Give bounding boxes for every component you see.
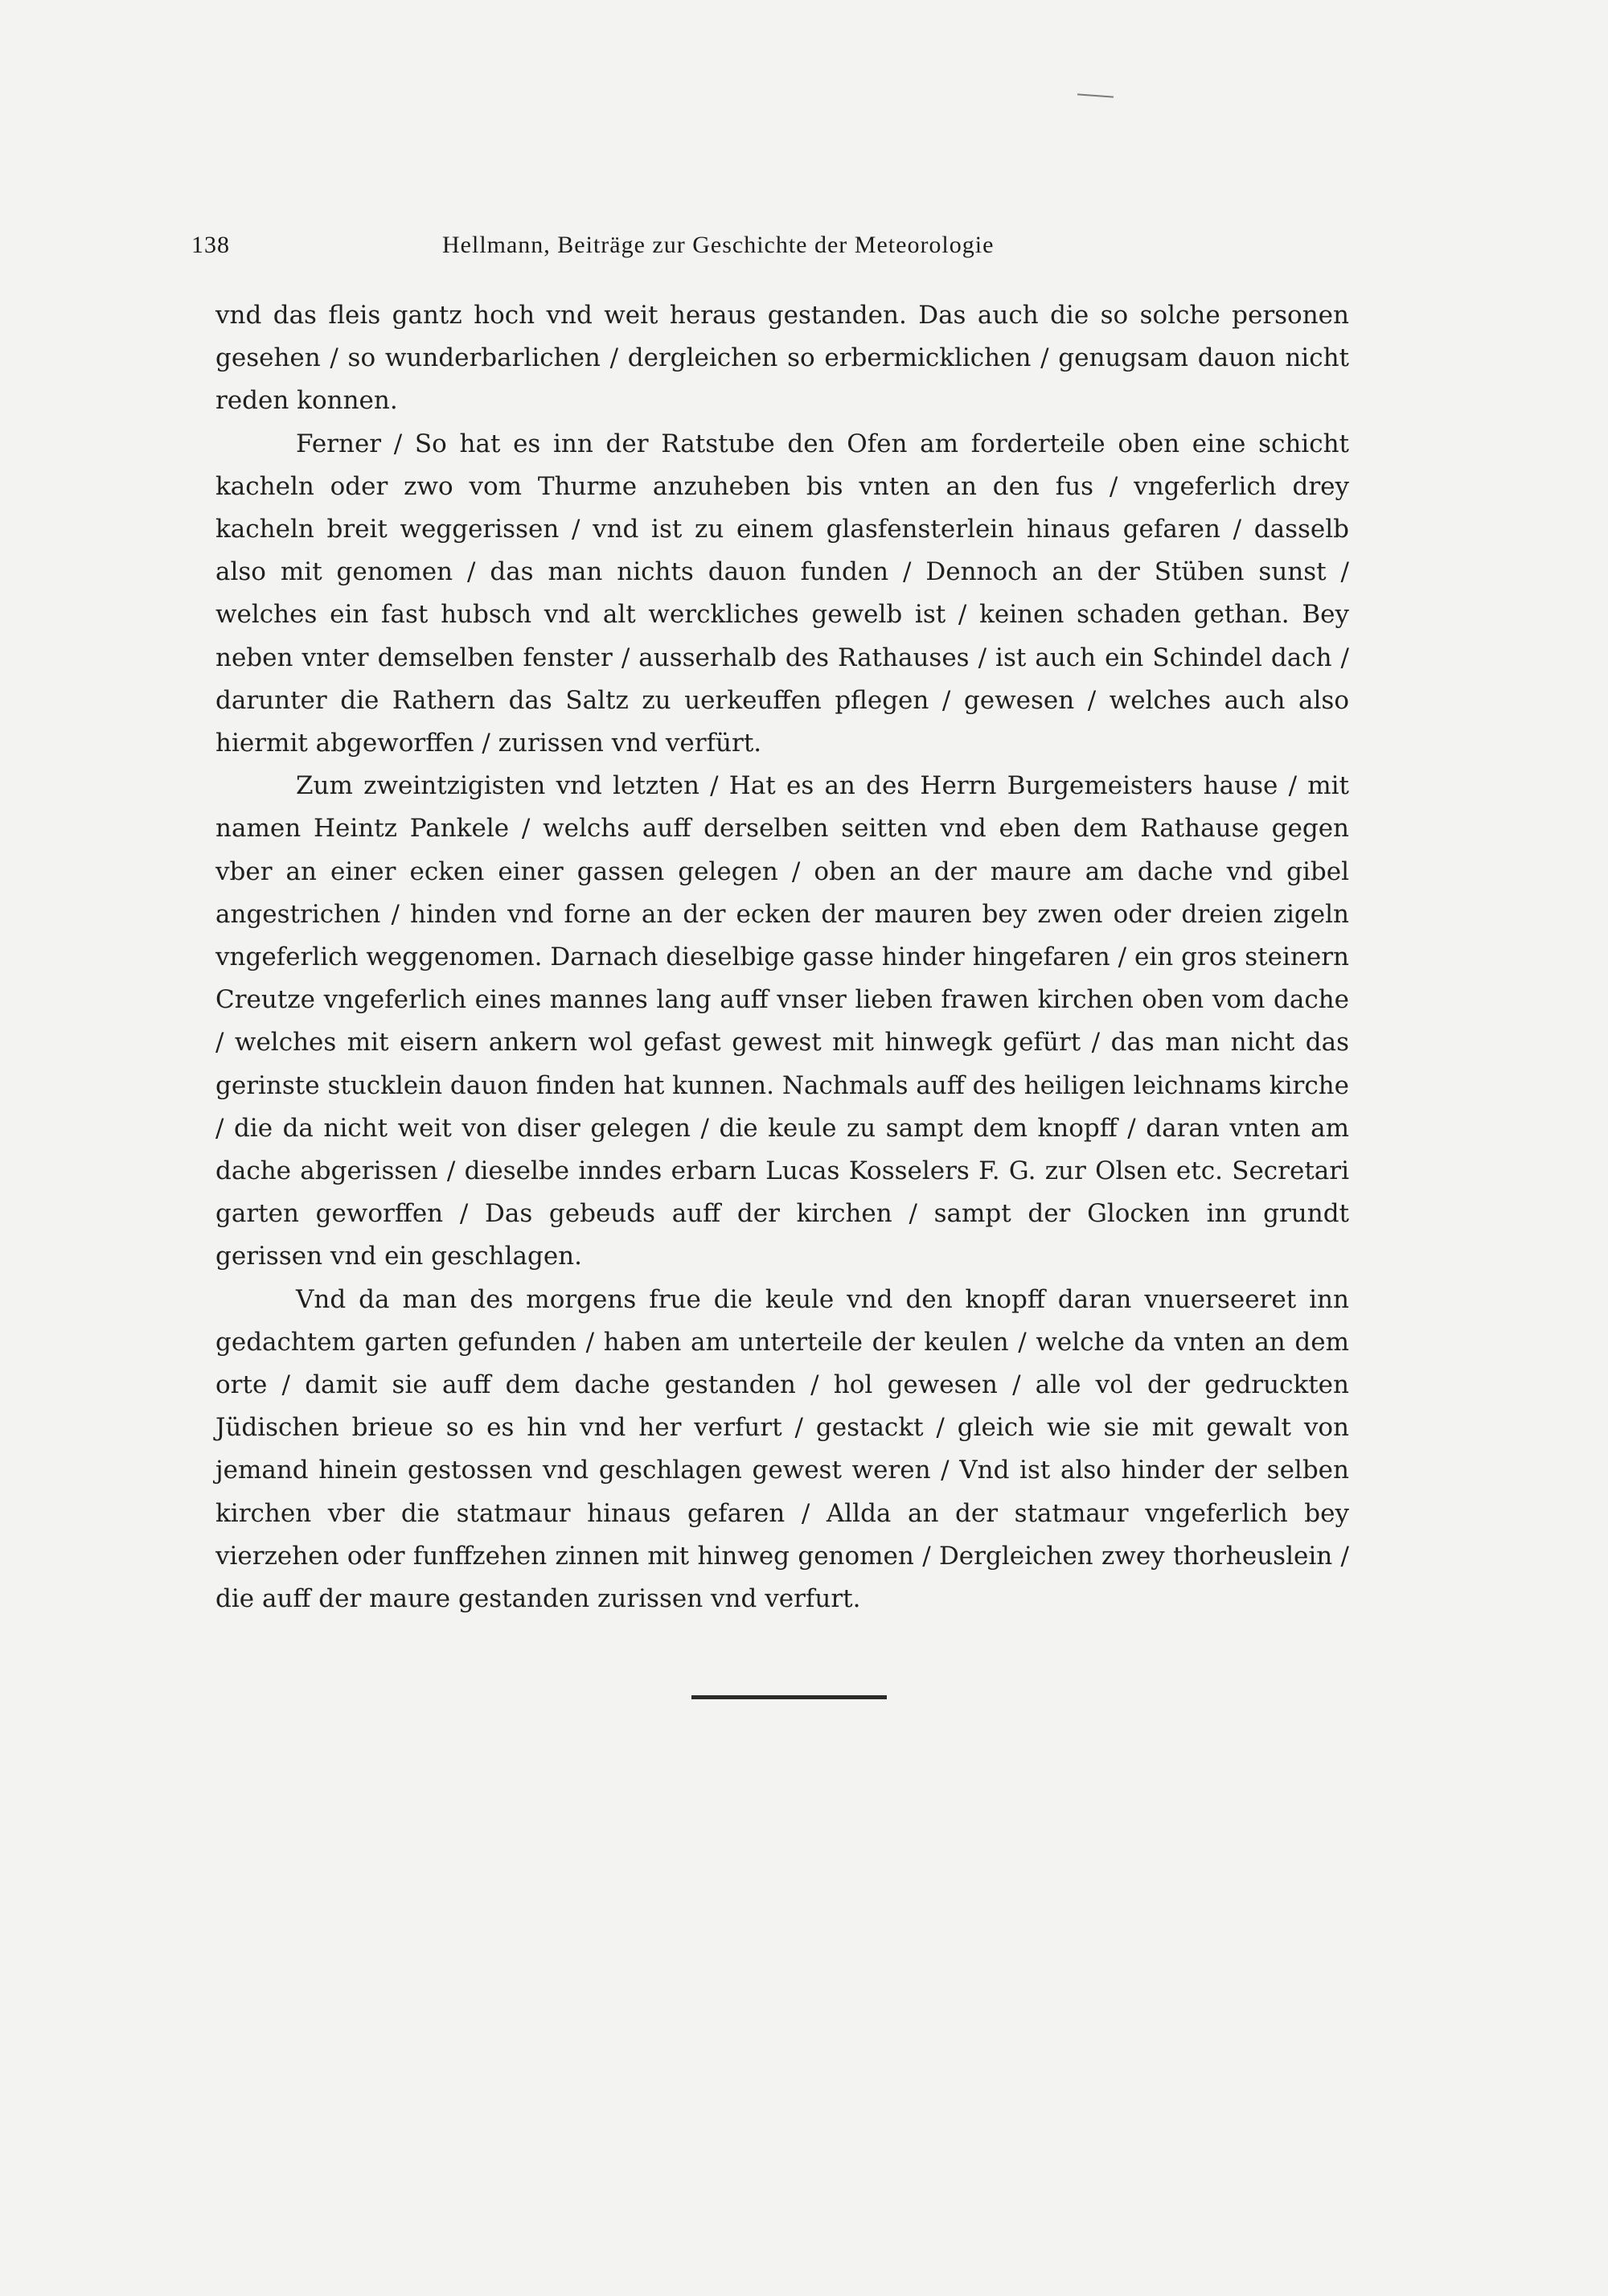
paragraph-2: Ferner / So hat es inn der Ratstube den Ofen am forderteile oben eine schicht kacheln oder zwo vom Thurme anzuheben bis vnten an den fus / vngeferlich drey kacheln breit weggerissen / vnd ist zu einem glasfensterlein hinaus gefaren / dasselb also mit genomen / das man nichts dauon funden / Dennoch an der Stüben sunst / welches ein fast hubsch vnd alt werckliches gewelb ist / keinen schaden gethan. Bey neben vnter demselben fenster / ausserhalb des Rathauses / ist auch ein Schindel dach / darunter die Rathern das Saltz zu uerkeuffen pflegen / gewesen / welches auch also hiermit abgeworffen / zurissen vnd verfürt. bbox=[215, 429, 1349, 758]
body-text bbox=[215, 294, 1349, 1620]
paragraph-4: Vnd da man des morgens frue die keule vnd den knopff daran vnuerseeret inn gedachtem garten gefunden / haben am unterteile der keulen / welche da vnten an dem orte / damit sie auff dem dache gestanden / hol gewesen / alle vol der gedruckten Jüdischen brieue so es hin vnd her verfurt / gestackt / gleich wie sie mit gewalt von jemand hinein gestossen vnd geschlagen gewest weren / Vnd ist also hinder der selben kirchen vber die statmaur hinaus gefaren / Allda an der statmaur vngeferlich bey vierzehen oder funffzehen zinnen mit hinweg genomen / Dergleichen zwey thorheuslein / die auff der maure gestanden zurissen vnd verfurt. bbox=[215, 1284, 1349, 1614]
paragraph-1: vnd das fleis gantz hoch vnd weit heraus gestanden. Das auch die so solche personen gesehen / so wunderbarlichen / dergleichen so erbermicklichen / genugsam dauon nicht reden konnen. bbox=[215, 301, 1349, 416]
scan-mark bbox=[1077, 93, 1114, 97]
section-end-rule bbox=[691, 1695, 887, 1699]
page-number: 138 bbox=[191, 232, 230, 258]
page-header bbox=[191, 232, 1108, 272]
running-title: Hellmann, Beiträge zur Geschichte der Meteorologie bbox=[442, 232, 995, 258]
paragraph-3: Zum zweintzigisten vnd letzten / Hat es an des Herrn Burgemeisters hause / mit namen Heintz Pankele / welchs auff derselben seitten vnd eben dem Rathause gegen vber an einer ecken einer gassen gelegen / oben an der maure am dache vnd gibel angestrichen / hinden vnd forne an der ecken der mauren bey zwen oder dreien zigeln vngeferlich weggenomen. Darnach dieselbige gasse hinder hingefaren / ein gros steinern Creutze vngeferlich eines mannes lang auff vnser lieben frawen kirchen oben vom dache / welches mit eisern ankern wol gefast gewest mit hinwegk gefürt / das man nicht das gerinste stucklein dauon finden hat kunnen. Nachmals auff des heiligen leichnams kirche / die da nicht weit von diser gelegen / die keule zu sampt dem knopff / daran vnten am dache abgerissen / dieselbe inndes erbarn Lucas Kosselers F. G. zur Olsen etc. Secretari garten geworffen / Das gebeuds auff der kirchen / sampt der Glocken inn grundt gerissen vnd ein geschlagen. bbox=[215, 771, 1349, 1271]
